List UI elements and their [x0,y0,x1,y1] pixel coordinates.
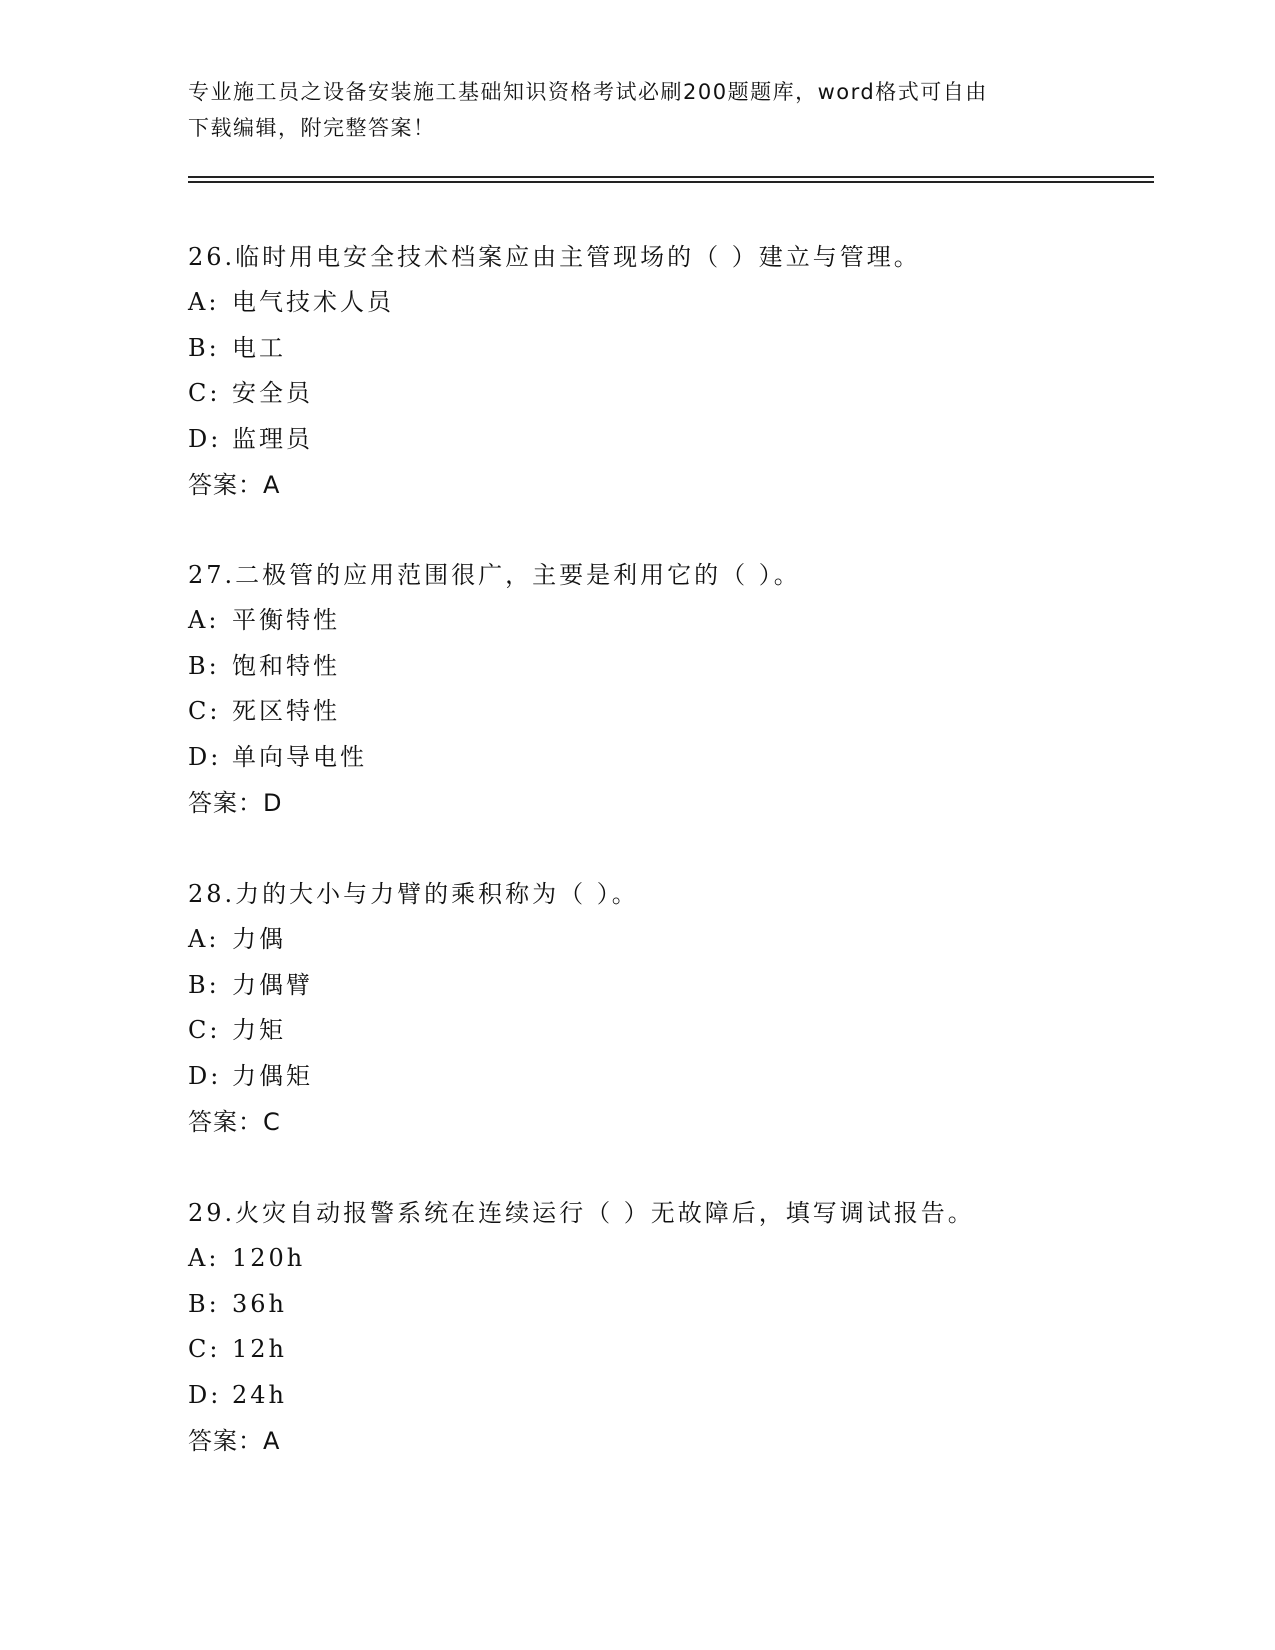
option-text: 平衡特性 [232,606,340,634]
option-key: A: [188,1244,220,1272]
option-key: D: [188,742,222,771]
answer-line: 答案：D [188,789,283,817]
option-text: 力矩 [232,1016,286,1044]
option-d [188,417,1168,463]
question-block [188,552,1168,826]
option-text: 监理员 [232,424,313,453]
header-title-line-1: 专业施工员之设备安装施工基础知识资格考试必刷200题题库，word格式可自由 [188,80,988,104]
option-key: C: [188,697,221,725]
option-b [188,644,1168,690]
question-stem: 28.力的大小与力臂的乘积称为（ ）。 [188,880,639,908]
header-title-line-2: 下载编辑，附完整答案！ [188,116,436,140]
header-divider-bottom [188,181,1154,183]
answer-line: 答案：A [188,471,281,499]
option-c [188,689,1168,735]
option-key: C: [188,379,221,407]
option-key: B: [188,1289,220,1318]
option-key: D: [188,424,222,453]
question-stem: 29.火灾自动报警系统在连续运行（ ）无故障后，填写调试报告。 [188,1199,975,1227]
answer-line: 答案：A [188,1427,281,1455]
question-stem: 26.临时用电安全技术档案应由主管现场的（ ）建立与管理。 [188,243,921,271]
option-key: B: [188,651,220,680]
option-text: 死区特性 [232,697,340,725]
question-block [188,234,1168,508]
option-text: 36h [232,1289,287,1318]
option-d [188,1373,1168,1419]
document-header [188,74,1088,146]
option-text: 电工 [232,333,286,362]
option-text: 力偶 [232,925,286,953]
option-c [188,371,1168,417]
option-key: C: [188,1335,221,1363]
option-text: 饱和特性 [232,651,340,680]
question-stem: 27.二极管的应用范围很广，主要是利用它的（ ）。 [188,561,801,589]
question-block [188,1190,1168,1464]
option-b [188,1282,1168,1328]
option-key: B: [188,333,220,362]
option-text: 力偶矩 [232,1061,313,1090]
option-key: A: [188,606,220,634]
option-b [188,963,1168,1009]
option-text: 力偶臂 [232,970,313,999]
option-a [188,280,1168,326]
option-d [188,735,1168,781]
option-key: A: [188,925,220,953]
option-b [188,326,1168,372]
option-c [188,1008,1168,1054]
option-key: D: [188,1380,222,1409]
option-text: 安全员 [232,379,313,407]
option-a [188,917,1168,963]
option-text: 单向导电性 [232,742,367,771]
option-a [188,598,1168,644]
option-text: 电气技术人员 [232,288,394,316]
option-c [188,1327,1168,1373]
answer-line: 答案：C [188,1108,281,1136]
option-key: C: [188,1016,221,1044]
option-key: D: [188,1061,222,1090]
option-key: A: [188,288,220,316]
option-text: 120h [232,1244,306,1272]
question-block [188,871,1168,1145]
option-key: B: [188,970,220,999]
header-divider-top [188,176,1154,178]
option-d [188,1054,1168,1100]
option-text: 12h [232,1335,287,1363]
option-text: 24h [232,1380,287,1409]
option-a [188,1236,1168,1282]
